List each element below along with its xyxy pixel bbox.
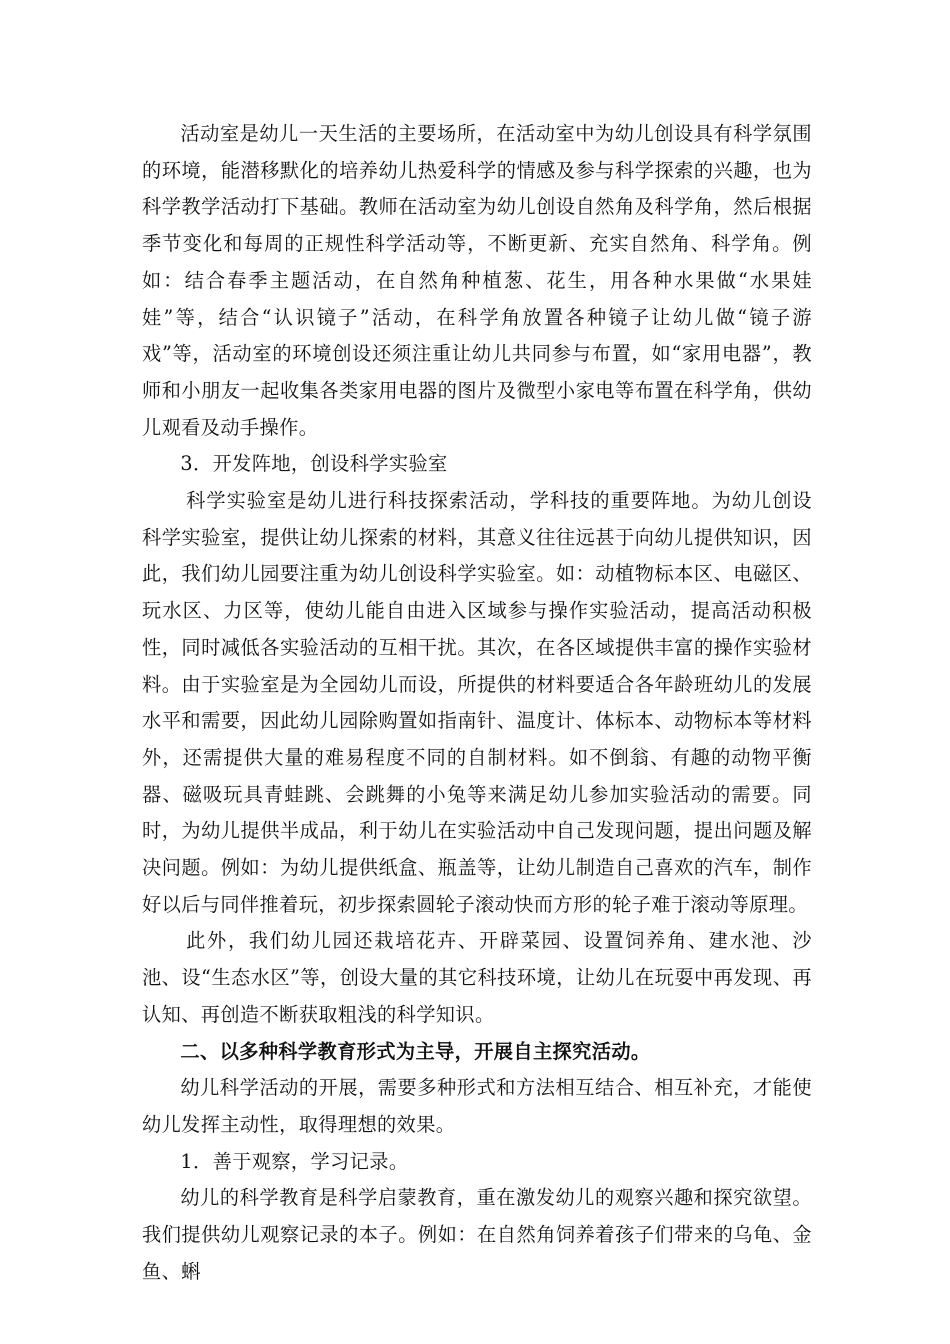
document-body bbox=[142, 116, 812, 1291]
paragraph-science-lab: 科学实验室是幼儿进行科技探索活动，学科技的重要阵地。为幼儿创设科学实验室，提供让幼儿探索的材料，其意义往往远甚于向幼儿提供知识，因此，我们幼儿园要注重为幼儿创设科学实验室。如：动植物标本区、电磁区、玩水区、力区等，使幼儿能自由进入区域参与操作实验活动，提高活动积极性，同时减低各实验活动的互相干扰。其次，在各区域提供丰富的操作实验材料。由于实验室是为全园幼儿而设，所提供的材料要适合各年龄班幼儿的发展水平和需要，因此幼儿园除购置如指南针、温度计、体标本、动物标本等材料外，还需提供大量的难易程度不同的自制材料。如不倒翁、有趣的动物平衡器、磁吸玩具青蛙跳、会跳舞的小兔等来满足幼儿参加实验活动的需要。同时，为幼儿提供半成品，利于幼儿在实验活动中自己发现问题，提出问题及解决问题。例如：为幼儿提供纸盒、瓶盖等，让幼儿制造自己喜欢的汽车，制作好以后与同伴推着玩，初步探索圆轮子滚动快而方形的轮子难于滚动等原理。 bbox=[142, 489, 812, 916]
section-heading-two: 二、以多种科学教育形式为主导，开展自主探究活动。 bbox=[180, 1039, 651, 1063]
subheading-observation: 1．善于观察，学习记录。 bbox=[180, 1149, 409, 1173]
subheading-science-lab: 3．开发阵地，创设科学实验室 bbox=[180, 452, 448, 476]
paragraph-other-environments: 此外，我们幼儿园还栽培花卉、开辟菜园、设置饲养角、建水池、沙池、设“生态水区”等，创设大量的其它科技环境，让幼儿在玩耍中再发现、再认知、再创造不断获取粗浅的科学知识。 bbox=[142, 929, 812, 1026]
paragraph-observation: 幼儿的科学教育是科学启蒙教育，重在激发幼儿的观察兴趣和探究欲望。我们提供幼儿观察记录的本子。例如：在自然角饲养着孩子们带来的乌龟、金鱼、蝌 bbox=[142, 1186, 812, 1283]
paragraph-activity-room: 活动室是幼儿一天生活的主要场所，在活动室中为幼儿创设具有科学氛围的环境，能潜移默化的培养幼儿热爱科学的情感及参与科学探索的兴趣，也为科学教学活动打下基础。教师在活动室为幼儿创设自然角及科学角，然后根据季节变化和每周的正规性科学活动等，不断更新、充实自然角、科学角。例如：结合春季主题活动，在自然角种植葱、花生，用各种水果做“水果娃娃”等，结合“认识镜子”活动，在科学角放置各种镜子让幼儿做“镜子游戏”等，活动室的环境创设还须注重让幼儿共同参与布置，如“家用电器”，教师和小朋友一起收集各类家用电器的图片及微型小家电等布置在科学角，供幼儿观看及动手操作。 bbox=[142, 122, 812, 439]
paragraph-activity-forms: 幼儿科学活动的开展，需要多种形式和方法相互结合、相互补充，才能使幼儿发挥主动性，取得理想的效果。 bbox=[142, 1076, 812, 1136]
